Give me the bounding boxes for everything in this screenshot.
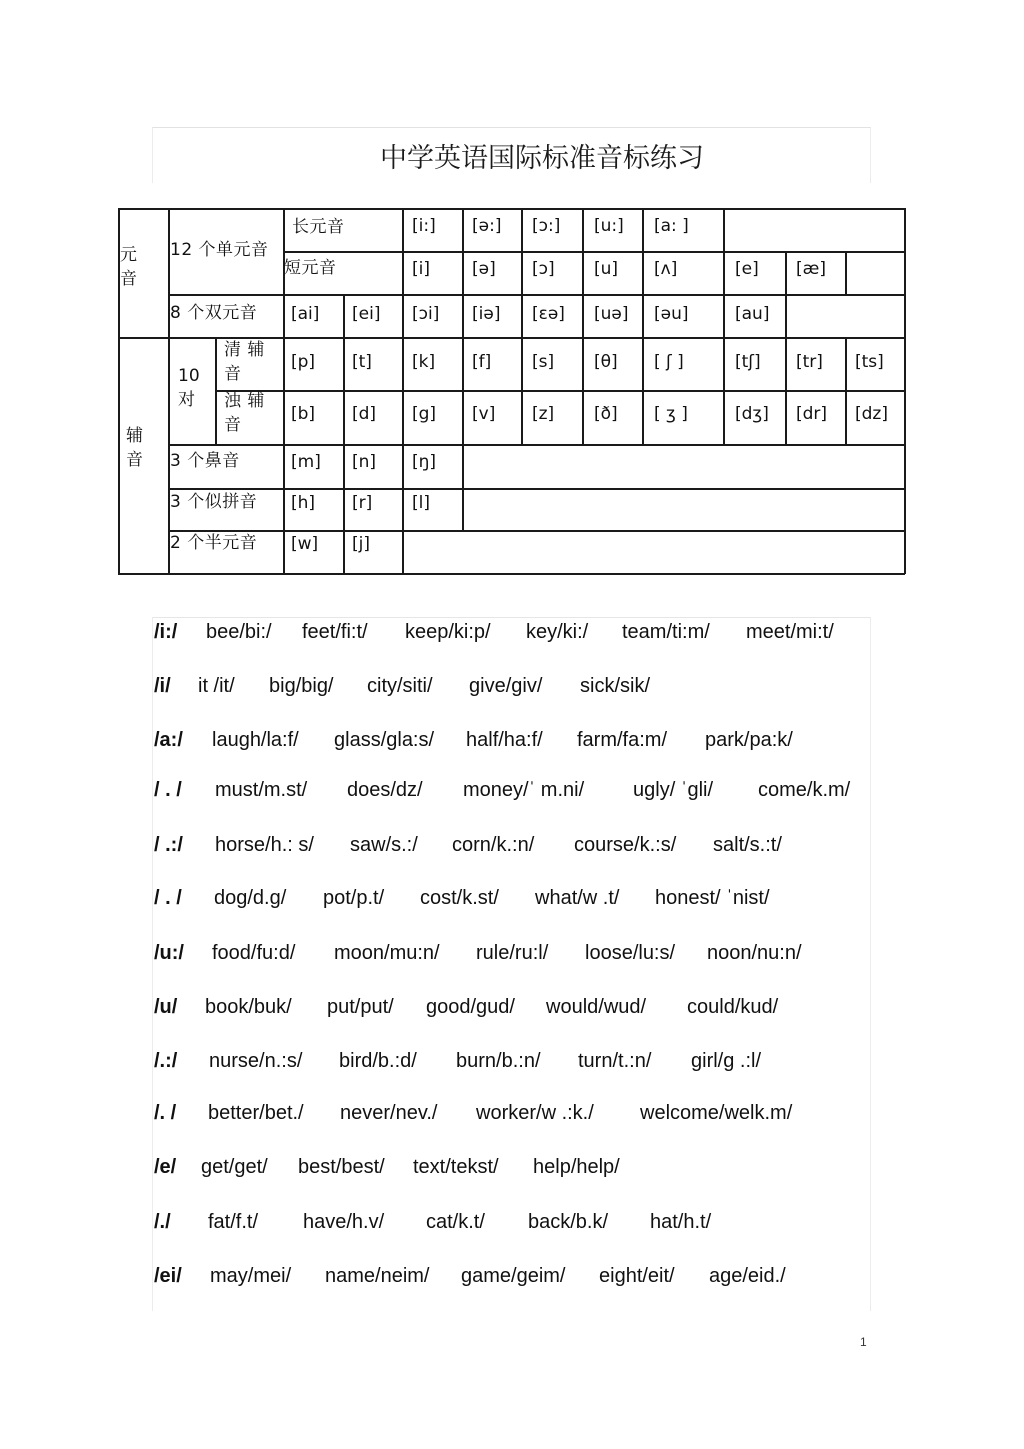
liquid-symbol: [r] bbox=[352, 493, 373, 513]
table-border bbox=[904, 208, 906, 574]
table-line bbox=[845, 337, 847, 445]
example-word: may/mei/ bbox=[210, 1265, 292, 1287]
diphthong-symbol: [uә] bbox=[594, 304, 629, 324]
diphthong-symbol: [ei] bbox=[352, 304, 381, 324]
example-word: loose/lu:s/ bbox=[585, 942, 676, 964]
example-word: cost/k.st/ bbox=[420, 887, 499, 909]
row-phoneme: / . / bbox=[154, 887, 182, 909]
table-line bbox=[215, 390, 905, 392]
short-vowel-label: 短元音 bbox=[284, 258, 337, 278]
long-vowel-symbol: [i:] bbox=[412, 216, 436, 236]
short-vowel-symbol: [e] bbox=[735, 259, 759, 279]
example-word: rule/ru:l/ bbox=[476, 942, 549, 964]
voiceless-symbol: [ ʃ ] bbox=[654, 352, 684, 372]
row-phoneme: /i:/ bbox=[154, 621, 178, 643]
example-word: what/w .t/ bbox=[535, 887, 620, 909]
example-word: name/neim/ bbox=[325, 1265, 430, 1287]
table-line bbox=[642, 208, 644, 445]
row-phoneme: /a:/ bbox=[154, 729, 183, 751]
voiceless-symbol: [k] bbox=[412, 352, 436, 372]
example-word: burn/b.:n/ bbox=[456, 1050, 541, 1072]
voiced-symbol: [v] bbox=[472, 404, 496, 424]
row-phoneme: /. / bbox=[154, 1102, 177, 1124]
short-vowel-symbol: [i] bbox=[412, 259, 430, 279]
table-line bbox=[723, 208, 725, 445]
example-word: book/buk/ bbox=[205, 996, 292, 1018]
example-word: food/fu:d/ bbox=[212, 942, 296, 964]
diphthong-symbol: [au] bbox=[735, 304, 770, 324]
example-word: fat/f.t/ bbox=[208, 1211, 259, 1233]
example-word: saw/s.:/ bbox=[350, 834, 418, 856]
nasal-group-label: 3 个鼻音 bbox=[170, 451, 240, 471]
voiced-symbol: [z] bbox=[532, 404, 555, 424]
example-word: turn/t.:n/ bbox=[578, 1050, 652, 1072]
short-vowel-symbol: [u] bbox=[594, 259, 619, 279]
monophthong-group-label: 12 个单元音 bbox=[170, 240, 269, 260]
semivowel-group-label: 2 个半元音 bbox=[170, 533, 258, 553]
example-word: farm/fa:m/ bbox=[577, 729, 668, 751]
row-phoneme: /./ bbox=[154, 1211, 171, 1233]
nasal-symbol: [m] bbox=[291, 452, 321, 472]
semivowel-symbol: [w] bbox=[291, 534, 319, 554]
example-word: honest/ ˈnist/ bbox=[655, 887, 770, 909]
voiced-symbol: [dz] bbox=[855, 404, 888, 424]
example-word: does/dz/ bbox=[347, 779, 423, 801]
example-word: never/nev./ bbox=[340, 1102, 438, 1124]
example-word: salt/s.:t/ bbox=[713, 834, 782, 856]
row-phoneme: /e/ bbox=[154, 1156, 177, 1178]
voiceless-symbol: [ts] bbox=[855, 352, 884, 372]
example-word: park/pa:k/ bbox=[705, 729, 793, 751]
voiced-label: 浊 辅 音 bbox=[224, 391, 265, 435]
diphthong-symbol: [iә] bbox=[472, 304, 501, 324]
example-word: sick/sik/ bbox=[580, 675, 650, 697]
voiceless-symbol: [p] bbox=[291, 352, 316, 372]
row-phoneme: /ei/ bbox=[154, 1265, 182, 1287]
diphthong-symbol: [ɛә] bbox=[532, 304, 565, 324]
diphthong-symbol: [ɔi] bbox=[412, 304, 440, 324]
example-word: get/get/ bbox=[201, 1156, 268, 1178]
voiced-symbol: [dr] bbox=[796, 404, 828, 424]
voiceless-symbol: [t] bbox=[352, 352, 372, 372]
row-phoneme: / . / bbox=[154, 779, 182, 801]
long-vowel-symbol: [a: ] bbox=[654, 216, 689, 236]
liquid-group-label: 3 个似拼音 bbox=[170, 492, 258, 512]
example-word: girl/g .:l/ bbox=[691, 1050, 762, 1072]
voiced-symbol: [g] bbox=[412, 404, 437, 424]
example-word: horse/h.: s/ bbox=[215, 834, 314, 856]
voiced-symbol: [ ʒ ] bbox=[654, 404, 688, 424]
example-word: must/m.st/ bbox=[215, 779, 308, 801]
table-line bbox=[785, 251, 787, 445]
example-word: key/ki:/ bbox=[526, 621, 589, 643]
diphthong-symbol: [әu] bbox=[654, 304, 689, 324]
voiceless-symbol: [tr] bbox=[796, 352, 823, 372]
example-word: pot/p.t/ bbox=[323, 887, 385, 909]
example-word: it /it/ bbox=[198, 675, 235, 697]
example-word: would/wud/ bbox=[546, 996, 647, 1018]
example-word: eight/eit/ bbox=[599, 1265, 675, 1287]
row-phoneme: /u/ bbox=[154, 996, 178, 1018]
long-vowel-symbol: [ɔ:] bbox=[532, 216, 561, 236]
example-word: hat/h.t/ bbox=[650, 1211, 712, 1233]
row-phoneme: /u:/ bbox=[154, 942, 184, 964]
example-word: game/geim/ bbox=[461, 1265, 566, 1287]
voiceless-symbol: [tʃ] bbox=[735, 352, 761, 372]
example-word: bee/bi:/ bbox=[206, 621, 272, 643]
example-word: text/tekst/ bbox=[413, 1156, 499, 1178]
table-line bbox=[168, 294, 905, 296]
consonant-label: 辅 音 bbox=[126, 426, 144, 470]
example-word: bird/b.:d/ bbox=[339, 1050, 417, 1072]
example-word: noon/nu:n/ bbox=[707, 942, 802, 964]
table-line bbox=[521, 208, 523, 445]
vowel-label: 元 音 bbox=[120, 245, 138, 289]
table-line bbox=[215, 337, 217, 445]
table-line bbox=[168, 444, 905, 446]
example-word: laugh/la:f/ bbox=[212, 729, 299, 751]
liquid-symbol: [l] bbox=[412, 493, 430, 513]
example-word: worker/w .:k./ bbox=[476, 1102, 594, 1124]
table-border bbox=[118, 208, 905, 210]
example-word: feet/fi:t/ bbox=[302, 621, 368, 643]
long-vowel-symbol: [ә:] bbox=[472, 216, 502, 236]
example-word: corn/k.:n/ bbox=[452, 834, 535, 856]
table-line bbox=[462, 208, 464, 530]
short-vowel-symbol: [æ] bbox=[796, 259, 826, 279]
table-border bbox=[118, 573, 905, 575]
table-line bbox=[582, 208, 584, 445]
voiceless-symbol: [s] bbox=[532, 352, 555, 372]
voiceless-symbol: [f] bbox=[472, 352, 492, 372]
table-line bbox=[283, 251, 905, 253]
example-word: ugly/ ˈgli/ bbox=[633, 779, 714, 801]
table-line bbox=[402, 208, 404, 574]
example-word: dog/d.g/ bbox=[214, 887, 287, 909]
example-word: nurse/n.:s/ bbox=[209, 1050, 303, 1072]
example-word: have/h.v/ bbox=[303, 1211, 385, 1233]
row-phoneme: /i/ bbox=[154, 675, 171, 697]
example-word: good/gud/ bbox=[426, 996, 515, 1018]
page-number: 1 bbox=[860, 1335, 867, 1349]
table-line bbox=[845, 251, 847, 295]
table-line bbox=[168, 208, 170, 574]
example-word: half/ha:f/ bbox=[466, 729, 543, 751]
voiceless-label: 清 辅 音 bbox=[224, 340, 265, 384]
example-word: meet/mi:t/ bbox=[746, 621, 834, 643]
diphthong-symbol: [ai] bbox=[291, 304, 320, 324]
example-word: put/put/ bbox=[327, 996, 394, 1018]
short-vowel-symbol: [ɔ] bbox=[532, 259, 555, 279]
page-title: 中学英语国际标准音标练习 bbox=[380, 143, 704, 174]
voiced-symbol: [ð] bbox=[594, 404, 618, 424]
liquid-symbol: [h] bbox=[291, 493, 316, 513]
nasal-symbol: [ŋ] bbox=[412, 452, 437, 472]
example-word: money/ˈ m.ni/ bbox=[463, 779, 585, 801]
voiced-symbol: [d] bbox=[352, 404, 377, 424]
example-word: team/ti:m/ bbox=[622, 621, 710, 643]
row-phoneme: / .:/ bbox=[154, 834, 183, 856]
nasal-symbol: [n] bbox=[352, 452, 377, 472]
semivowel-symbol: [j] bbox=[352, 534, 370, 554]
table-line bbox=[343, 294, 345, 574]
example-word: glass/gla:s/ bbox=[334, 729, 435, 751]
long-vowel-label: 长元音 bbox=[292, 217, 345, 237]
table-line bbox=[168, 488, 905, 490]
example-word: help/help/ bbox=[533, 1156, 620, 1178]
example-word: best/best/ bbox=[298, 1156, 385, 1178]
example-word: cat/k.t/ bbox=[426, 1211, 485, 1233]
example-word: course/k.:s/ bbox=[574, 834, 677, 856]
voiceless-symbol: [θ] bbox=[594, 352, 618, 372]
pairs-label: 10 对 bbox=[178, 366, 200, 410]
example-word: welcome/welk.m/ bbox=[640, 1102, 793, 1124]
example-word: back/b.k/ bbox=[528, 1211, 609, 1233]
example-word: age/eid./ bbox=[709, 1265, 786, 1287]
example-word: better/bet./ bbox=[208, 1102, 304, 1124]
example-word: come/k.m/ bbox=[758, 779, 851, 801]
example-word: moon/mu:n/ bbox=[334, 942, 440, 964]
example-word: could/kud/ bbox=[687, 996, 779, 1018]
short-vowel-symbol: [ʌ] bbox=[654, 259, 678, 279]
example-word: city/siti/ bbox=[367, 675, 433, 697]
short-vowel-symbol: [ә] bbox=[472, 259, 496, 279]
example-word: give/giv/ bbox=[469, 675, 543, 697]
long-vowel-symbol: [u:] bbox=[594, 216, 624, 236]
table-line bbox=[168, 530, 905, 532]
example-word: keep/ki:p/ bbox=[405, 621, 491, 643]
diphthong-group-label: 8 个双元音 bbox=[170, 303, 258, 323]
row-phoneme: /.:/ bbox=[154, 1050, 178, 1072]
example-word: big/big/ bbox=[269, 675, 334, 697]
voiced-symbol: [b] bbox=[291, 404, 316, 424]
voiced-symbol: [dʒ] bbox=[735, 404, 769, 424]
